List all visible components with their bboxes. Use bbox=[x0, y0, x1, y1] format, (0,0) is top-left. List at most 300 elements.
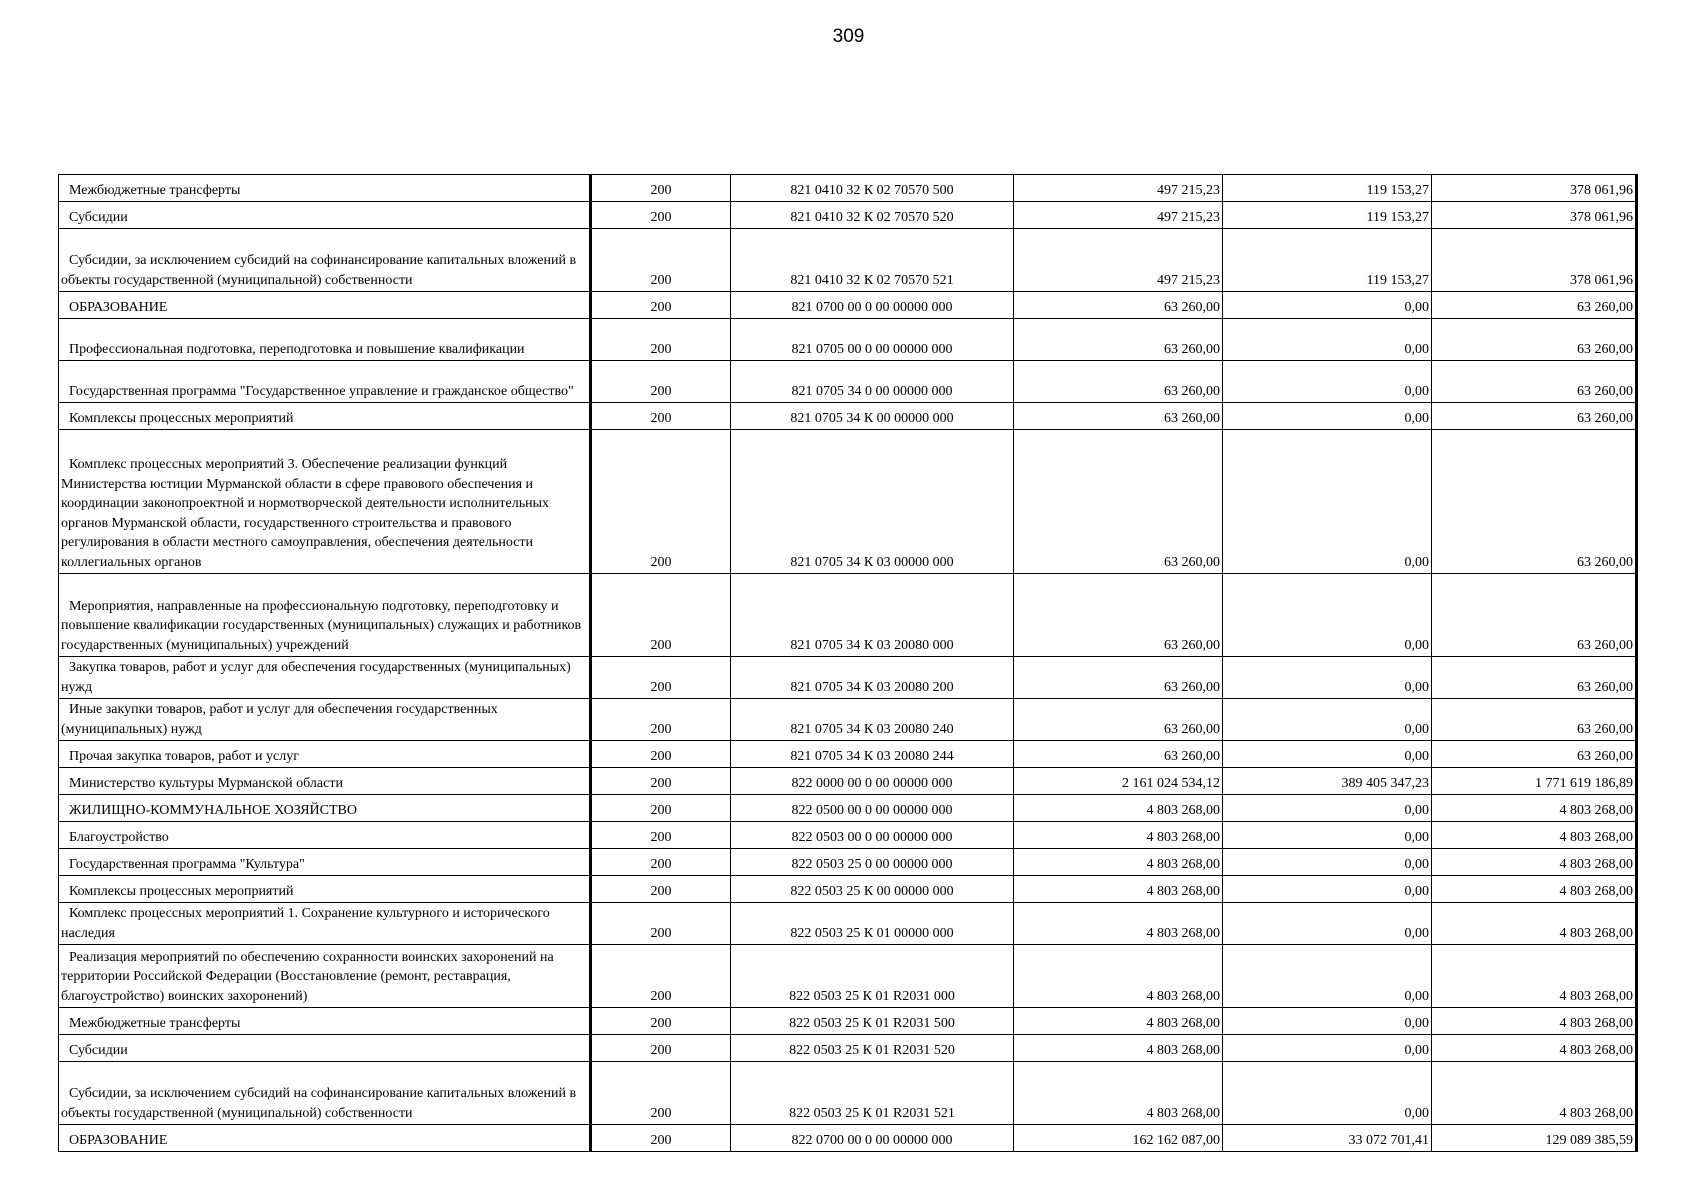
table-row bbox=[59, 741, 1637, 768]
row-line-code-text: 200 bbox=[650, 802, 672, 818]
row-approved-text: 4 803 268,00 bbox=[1146, 856, 1220, 872]
row-name-text: ОБРАЗОВАНИЕ bbox=[69, 299, 168, 315]
row-budget-code-text: 822 0503 25 К 01 00000 000 bbox=[790, 925, 954, 941]
row-executed-text: 0,00 bbox=[1404, 802, 1429, 818]
row-unexecuted-cell bbox=[1432, 699, 1637, 741]
table-row bbox=[59, 175, 1637, 202]
row-executed-cell bbox=[1223, 1125, 1432, 1152]
row-executed-text: 0,00 bbox=[1404, 988, 1429, 1004]
row-executed-cell bbox=[1223, 822, 1432, 849]
row-unexecuted-text: 378 061,96 bbox=[1570, 209, 1633, 225]
row-line-code-cell bbox=[591, 795, 731, 822]
table-row bbox=[59, 292, 1637, 319]
table-row bbox=[59, 202, 1637, 229]
row-line-code-cell bbox=[591, 403, 731, 430]
row-line-code-text: 200 bbox=[650, 721, 672, 737]
row-approved-text: 4 803 268,00 bbox=[1146, 829, 1220, 845]
row-name-text: Государственная программа "Культура" bbox=[69, 856, 305, 872]
row-approved-cell bbox=[1014, 903, 1223, 945]
row-budget-code-cell bbox=[731, 574, 1014, 657]
row-line-code-text: 200 bbox=[650, 341, 672, 357]
row-approved-text: 4 803 268,00 bbox=[1146, 925, 1220, 941]
row-name-cell bbox=[59, 574, 591, 657]
row-approved-text: 4 803 268,00 bbox=[1146, 883, 1220, 899]
row-unexecuted-cell bbox=[1432, 1125, 1637, 1152]
row-name-cell bbox=[59, 741, 591, 768]
row-budget-code-cell bbox=[731, 202, 1014, 229]
row-name-cell bbox=[59, 849, 591, 876]
row-name-text: Субсидии bbox=[69, 209, 128, 225]
row-approved-cell bbox=[1014, 202, 1223, 229]
row-unexecuted-cell bbox=[1432, 229, 1637, 292]
row-approved-cell bbox=[1014, 822, 1223, 849]
row-executed-text: 0,00 bbox=[1404, 554, 1429, 570]
row-unexecuted-text: 63 260,00 bbox=[1577, 748, 1633, 764]
row-budget-code-cell bbox=[731, 430, 1014, 574]
row-unexecuted-text: 4 803 268,00 bbox=[1559, 883, 1633, 899]
row-approved-text: 63 260,00 bbox=[1164, 748, 1220, 764]
row-line-code-cell bbox=[591, 849, 731, 876]
row-budget-code-text: 821 0700 00 0 00 00000 000 bbox=[791, 299, 953, 315]
row-unexecuted-cell bbox=[1432, 319, 1637, 361]
row-line-code-text: 200 bbox=[650, 637, 672, 653]
row-approved-cell bbox=[1014, 876, 1223, 903]
row-unexecuted-cell bbox=[1432, 1035, 1637, 1062]
row-budget-code-text: 822 0503 00 0 00 00000 000 bbox=[791, 829, 953, 845]
row-executed-cell bbox=[1223, 876, 1432, 903]
row-executed-cell bbox=[1223, 430, 1432, 574]
row-name-cell bbox=[59, 768, 591, 795]
row-budget-code-cell bbox=[731, 403, 1014, 430]
row-budget-code-cell bbox=[731, 1062, 1014, 1125]
row-executed-cell bbox=[1223, 292, 1432, 319]
row-approved-cell bbox=[1014, 699, 1223, 741]
table-row bbox=[59, 361, 1637, 403]
row-unexecuted-cell bbox=[1432, 175, 1637, 202]
row-line-code-cell bbox=[591, 574, 731, 657]
row-name-cell bbox=[59, 945, 591, 1008]
row-budget-code-text: 822 0503 25 0 00 00000 000 bbox=[791, 856, 953, 872]
row-unexecuted-text: 63 260,00 bbox=[1577, 679, 1633, 695]
row-budget-code-cell bbox=[731, 903, 1014, 945]
row-budget-code-text: 822 0503 25 К 01 R2031 521 bbox=[789, 1105, 955, 1121]
row-approved-cell bbox=[1014, 574, 1223, 657]
row-executed-cell bbox=[1223, 699, 1432, 741]
row-executed-text: 0,00 bbox=[1404, 299, 1429, 315]
row-name-cell bbox=[59, 175, 591, 202]
row-executed-text: 0,00 bbox=[1404, 1042, 1429, 1058]
row-budget-code-cell bbox=[731, 849, 1014, 876]
row-line-code-text: 200 bbox=[650, 272, 672, 288]
row-budget-code-text: 821 0705 34 К 00 00000 000 bbox=[790, 410, 954, 426]
row-approved-cell bbox=[1014, 403, 1223, 430]
row-line-code-cell bbox=[591, 699, 731, 741]
row-executed-text: 0,00 bbox=[1404, 1015, 1429, 1031]
row-line-code-cell bbox=[591, 1062, 731, 1125]
row-approved-cell bbox=[1014, 1008, 1223, 1035]
row-line-code-text: 200 bbox=[650, 1105, 672, 1121]
row-approved-text: 63 260,00 bbox=[1164, 721, 1220, 737]
row-name-cell bbox=[59, 202, 591, 229]
row-unexecuted-cell bbox=[1432, 292, 1637, 319]
row-unexecuted-cell bbox=[1432, 849, 1637, 876]
row-line-code-cell bbox=[591, 175, 731, 202]
table-row bbox=[59, 822, 1637, 849]
table-row bbox=[59, 768, 1637, 795]
row-line-code-text: 200 bbox=[650, 775, 672, 791]
row-budget-code-text: 821 0705 34 К 03 00000 000 bbox=[790, 554, 954, 570]
row-approved-cell bbox=[1014, 741, 1223, 768]
row-approved-text: 497 215,23 bbox=[1157, 209, 1220, 225]
row-budget-code-text: 822 0503 25 К 01 R2031 500 bbox=[789, 1015, 955, 1031]
row-name-cell bbox=[59, 229, 591, 292]
row-budget-code-cell bbox=[731, 292, 1014, 319]
row-budget-code-cell bbox=[731, 876, 1014, 903]
row-name-text: ОБРАЗОВАНИЕ bbox=[69, 1132, 168, 1148]
row-approved-text: 4 803 268,00 bbox=[1146, 1015, 1220, 1031]
row-executed-cell bbox=[1223, 741, 1432, 768]
row-name-text: Комплекс процессных мероприятий 3. Обеспечение реализации функций Министерства юстиции Мурманской области в сфере правового обеспечения и координации законопроектной и нормотворческой деятельности исполнительных органов Мурманской области, государственного строительства и правового регулирования в области местного самоуправления, обеспечения деятельности коллегиальных органов bbox=[61, 457, 549, 570]
row-name-text: Комплекс процессных мероприятий 1. Сохранение культурного и исторического наследия bbox=[61, 906, 550, 941]
table-row bbox=[59, 1008, 1637, 1035]
row-unexecuted-cell bbox=[1432, 768, 1637, 795]
row-approved-cell bbox=[1014, 795, 1223, 822]
row-unexecuted-cell bbox=[1432, 430, 1637, 574]
row-unexecuted-cell bbox=[1432, 574, 1637, 657]
row-name-text: Комплексы процессных мероприятий bbox=[69, 883, 294, 899]
row-unexecuted-text: 4 803 268,00 bbox=[1559, 988, 1633, 1004]
row-budget-code-text: 822 0000 00 0 00 00000 000 bbox=[791, 775, 953, 791]
row-line-code-cell bbox=[591, 657, 731, 699]
row-line-code-text: 200 bbox=[650, 1015, 672, 1031]
row-line-code-text: 200 bbox=[650, 925, 672, 941]
row-unexecuted-cell bbox=[1432, 795, 1637, 822]
row-approved-cell bbox=[1014, 229, 1223, 292]
row-line-code-cell bbox=[591, 1035, 731, 1062]
row-budget-code-text: 821 0705 34 К 03 20080 240 bbox=[790, 721, 954, 737]
row-budget-code-text: 822 0700 00 0 00 00000 000 bbox=[791, 1132, 953, 1148]
row-line-code-cell bbox=[591, 768, 731, 795]
row-executed-text: 119 153,27 bbox=[1366, 209, 1429, 225]
row-approved-text: 497 215,23 bbox=[1157, 182, 1220, 198]
row-budget-code-cell bbox=[731, 1125, 1014, 1152]
row-unexecuted-cell bbox=[1432, 741, 1637, 768]
row-line-code-cell bbox=[591, 1008, 731, 1035]
table-row bbox=[59, 945, 1637, 1008]
row-executed-text: 0,00 bbox=[1404, 341, 1429, 357]
row-executed-cell bbox=[1223, 403, 1432, 430]
row-approved-cell bbox=[1014, 657, 1223, 699]
row-name-cell bbox=[59, 430, 591, 574]
row-name-cell bbox=[59, 361, 591, 403]
row-executed-cell bbox=[1223, 229, 1432, 292]
row-line-code-text: 200 bbox=[650, 1132, 672, 1148]
row-budget-code-text: 822 0503 25 К 00 00000 000 bbox=[790, 883, 954, 899]
row-budget-code-text: 822 0503 25 К 01 R2031 000 bbox=[789, 988, 955, 1004]
row-unexecuted-text: 4 803 268,00 bbox=[1559, 802, 1633, 818]
row-unexecuted-text: 378 061,96 bbox=[1570, 272, 1633, 288]
row-name-cell bbox=[59, 1035, 591, 1062]
row-approved-text: 2 161 024 534,12 bbox=[1122, 775, 1220, 791]
row-name-text: Субсидии, за исключением субсидий на софинансирование капитальных вложений в объекты государственной (муниципальной) собственности bbox=[61, 1086, 577, 1121]
row-executed-text: 0,00 bbox=[1404, 637, 1429, 653]
page-number: 309 bbox=[832, 26, 865, 47]
row-budget-code-text: 821 0705 34 К 03 20080 244 bbox=[790, 748, 954, 764]
row-line-code-cell bbox=[591, 229, 731, 292]
row-line-code-text: 200 bbox=[650, 1042, 672, 1058]
row-executed-text: 119 153,27 bbox=[1366, 182, 1429, 198]
table-row bbox=[59, 849, 1637, 876]
table-row bbox=[59, 1035, 1637, 1062]
row-name-text: Иные закупки товаров, работ и услуг для обеспечения государственных (муниципальных) нужд bbox=[61, 702, 498, 737]
row-unexecuted-text: 63 260,00 bbox=[1577, 721, 1633, 737]
row-name-cell bbox=[59, 795, 591, 822]
row-budget-code-cell bbox=[731, 361, 1014, 403]
row-executed-cell bbox=[1223, 1035, 1432, 1062]
row-name-text: Министерство культуры Мурманской области bbox=[69, 775, 343, 791]
row-name-text: Благоустройство bbox=[69, 829, 169, 845]
row-line-code-cell bbox=[591, 1125, 731, 1152]
row-approved-text: 63 260,00 bbox=[1164, 341, 1220, 357]
row-name-text: Мероприятия, направленные на профессиональную подготовку, переподготовку и повышение квалификации государственных (муниципальных) служащих и работников государственных (муниципальных) учреждений bbox=[61, 598, 582, 653]
row-name-text: Комплексы процессных мероприятий bbox=[69, 410, 294, 426]
row-executed-cell bbox=[1223, 202, 1432, 229]
row-approved-text: 63 260,00 bbox=[1164, 383, 1220, 399]
row-line-code-text: 200 bbox=[650, 829, 672, 845]
row-approved-cell bbox=[1014, 1125, 1223, 1152]
row-line-code-text: 200 bbox=[650, 209, 672, 225]
row-executed-cell bbox=[1223, 361, 1432, 403]
row-unexecuted-text: 63 260,00 bbox=[1577, 299, 1633, 315]
row-budget-code-text: 821 0705 34 К 03 20080 200 bbox=[790, 679, 954, 695]
table-row bbox=[59, 699, 1637, 741]
row-approved-cell bbox=[1014, 945, 1223, 1008]
row-line-code-cell bbox=[591, 361, 731, 403]
row-budget-code-cell bbox=[731, 175, 1014, 202]
row-unexecuted-text: 378 061,96 bbox=[1570, 182, 1633, 198]
row-line-code-cell bbox=[591, 202, 731, 229]
row-approved-cell bbox=[1014, 430, 1223, 574]
row-name-text: Государственная программа "Государственное управление и гражданское общество" bbox=[69, 383, 574, 399]
table-row bbox=[59, 903, 1637, 945]
row-unexecuted-cell bbox=[1432, 945, 1637, 1008]
row-approved-text: 4 803 268,00 bbox=[1146, 1105, 1220, 1121]
table-row bbox=[59, 319, 1637, 361]
table-row bbox=[59, 1125, 1637, 1152]
row-budget-code-cell bbox=[731, 229, 1014, 292]
row-unexecuted-text: 4 803 268,00 bbox=[1559, 1105, 1633, 1121]
row-name-cell bbox=[59, 657, 591, 699]
row-name-cell bbox=[59, 319, 591, 361]
row-unexecuted-text: 63 260,00 bbox=[1577, 410, 1633, 426]
row-budget-code-text: 821 0410 32 К 02 70570 521 bbox=[790, 272, 954, 288]
row-executed-cell bbox=[1223, 768, 1432, 795]
table-row bbox=[59, 657, 1637, 699]
row-line-code-text: 200 bbox=[650, 988, 672, 1004]
row-budget-code-text: 821 0705 34 0 00 00000 000 bbox=[791, 383, 953, 399]
row-unexecuted-text: 4 803 268,00 bbox=[1559, 1042, 1633, 1058]
row-budget-code-cell bbox=[731, 795, 1014, 822]
row-executed-cell bbox=[1223, 903, 1432, 945]
row-name-cell bbox=[59, 822, 591, 849]
row-executed-text: 389 405 347,23 bbox=[1341, 775, 1429, 791]
row-approved-cell bbox=[1014, 768, 1223, 795]
row-approved-text: 63 260,00 bbox=[1164, 679, 1220, 695]
row-executed-text: 0,00 bbox=[1404, 883, 1429, 899]
row-executed-text: 119 153,27 bbox=[1366, 272, 1429, 288]
row-unexecuted-cell bbox=[1432, 1008, 1637, 1035]
row-unexecuted-text: 63 260,00 bbox=[1577, 554, 1633, 570]
table-row bbox=[59, 795, 1637, 822]
table-row bbox=[59, 229, 1637, 292]
row-budget-code-cell bbox=[731, 1035, 1014, 1062]
row-executed-text: 0,00 bbox=[1404, 748, 1429, 764]
table-body bbox=[59, 175, 1637, 1152]
row-line-code-cell bbox=[591, 319, 731, 361]
row-unexecuted-cell bbox=[1432, 361, 1637, 403]
row-name-text: Профессиональная подготовка, переподготовка и повышение квалификации bbox=[69, 341, 525, 357]
row-unexecuted-text: 63 260,00 bbox=[1577, 383, 1633, 399]
table-row bbox=[59, 430, 1637, 574]
row-budget-code-text: 821 0705 00 0 00 00000 000 bbox=[791, 341, 953, 357]
row-name-cell bbox=[59, 1125, 591, 1152]
row-budget-code-cell bbox=[731, 945, 1014, 1008]
row-line-code-text: 200 bbox=[650, 883, 672, 899]
row-line-code-cell bbox=[591, 945, 731, 1008]
row-executed-cell bbox=[1223, 574, 1432, 657]
row-unexecuted-text: 4 803 268,00 bbox=[1559, 856, 1633, 872]
row-unexecuted-cell bbox=[1432, 657, 1637, 699]
row-line-code-cell bbox=[591, 876, 731, 903]
row-name-cell bbox=[59, 1008, 591, 1035]
row-approved-text: 63 260,00 bbox=[1164, 637, 1220, 653]
row-budget-code-cell bbox=[731, 319, 1014, 361]
row-name-text: Прочая закупка товаров, работ и услуг bbox=[69, 748, 299, 764]
row-executed-cell bbox=[1223, 657, 1432, 699]
row-line-code-text: 200 bbox=[650, 554, 672, 570]
row-approved-cell bbox=[1014, 1062, 1223, 1125]
row-approved-cell bbox=[1014, 1035, 1223, 1062]
row-approved-text: 4 803 268,00 bbox=[1146, 1042, 1220, 1058]
row-name-text: ЖИЛИЩНО-КОММУНАЛЬНОЕ ХОЗЯЙСТВО bbox=[69, 802, 357, 818]
row-executed-cell bbox=[1223, 795, 1432, 822]
row-unexecuted-text: 129 089 385,59 bbox=[1545, 1132, 1633, 1148]
row-executed-text: 0,00 bbox=[1404, 721, 1429, 737]
row-executed-text: 0,00 bbox=[1404, 925, 1429, 941]
row-executed-cell bbox=[1223, 1008, 1432, 1035]
row-approved-cell bbox=[1014, 849, 1223, 876]
row-approved-text: 63 260,00 bbox=[1164, 554, 1220, 570]
row-name-text: Реализация мероприятий по обеспечению сохранности воинских захоронений на территории Российской Федерации (Восстановление (ремонт, реставрация, благоустройство) воинских захоронений) bbox=[61, 949, 554, 1004]
row-executed-text: 0,00 bbox=[1404, 410, 1429, 426]
row-budget-code-cell bbox=[731, 699, 1014, 741]
row-unexecuted-cell bbox=[1432, 202, 1637, 229]
row-unexecuted-text: 4 803 268,00 bbox=[1559, 829, 1633, 845]
budget-execution-table bbox=[58, 174, 1638, 1152]
row-name-text: Субсидии bbox=[69, 1042, 128, 1058]
row-budget-code-cell bbox=[731, 1008, 1014, 1035]
row-unexecuted-cell bbox=[1432, 903, 1637, 945]
row-name-cell bbox=[59, 403, 591, 430]
row-name-cell bbox=[59, 903, 591, 945]
row-line-code-cell bbox=[591, 292, 731, 319]
row-unexecuted-cell bbox=[1432, 876, 1637, 903]
row-unexecuted-cell bbox=[1432, 822, 1637, 849]
row-approved-cell bbox=[1014, 175, 1223, 202]
row-line-code-cell bbox=[591, 903, 731, 945]
row-name-text: Закупка товаров, работ и услуг для обеспечения государственных (муниципальных) нужд bbox=[61, 660, 571, 695]
row-line-code-cell bbox=[591, 430, 731, 574]
row-budget-code-cell bbox=[731, 822, 1014, 849]
row-approved-text: 63 260,00 bbox=[1164, 410, 1220, 426]
row-executed-cell bbox=[1223, 849, 1432, 876]
row-executed-text: 0,00 bbox=[1404, 679, 1429, 695]
row-budget-code-text: 821 0410 32 К 02 70570 520 bbox=[790, 209, 954, 225]
row-executed-text: 0,00 bbox=[1404, 856, 1429, 872]
row-line-code-cell bbox=[591, 822, 731, 849]
row-executed-text: 0,00 bbox=[1404, 829, 1429, 845]
row-unexecuted-text: 4 803 268,00 bbox=[1559, 925, 1633, 941]
table-row bbox=[59, 403, 1637, 430]
row-executed-cell bbox=[1223, 945, 1432, 1008]
row-name-text: Межбюджетные трансферты bbox=[69, 1015, 241, 1031]
row-executed-text: 0,00 bbox=[1404, 383, 1429, 399]
row-approved-text: 497 215,23 bbox=[1157, 272, 1220, 288]
row-line-code-text: 200 bbox=[650, 410, 672, 426]
row-line-code-cell bbox=[591, 741, 731, 768]
row-unexecuted-text: 63 260,00 bbox=[1577, 637, 1633, 653]
row-approved-cell bbox=[1014, 361, 1223, 403]
row-line-code-text: 200 bbox=[650, 679, 672, 695]
row-approved-cell bbox=[1014, 292, 1223, 319]
row-budget-code-text: 821 0705 34 К 03 20080 000 bbox=[790, 637, 954, 653]
row-line-code-text: 200 bbox=[650, 748, 672, 764]
row-line-code-text: 200 bbox=[650, 383, 672, 399]
row-line-code-text: 200 bbox=[650, 299, 672, 315]
row-line-code-text: 200 bbox=[650, 856, 672, 872]
row-approved-text: 4 803 268,00 bbox=[1146, 988, 1220, 1004]
row-unexecuted-text: 1 771 619 186,89 bbox=[1535, 775, 1633, 791]
row-unexecuted-cell bbox=[1432, 1062, 1637, 1125]
table-row bbox=[59, 1062, 1637, 1125]
row-name-cell bbox=[59, 699, 591, 741]
row-budget-code-text: 821 0410 32 К 02 70570 500 bbox=[790, 182, 954, 198]
row-budget-code-cell bbox=[731, 768, 1014, 795]
table-row bbox=[59, 574, 1637, 657]
row-approved-text: 4 803 268,00 bbox=[1146, 802, 1220, 818]
row-unexecuted-text: 63 260,00 bbox=[1577, 341, 1633, 357]
table-row bbox=[59, 876, 1637, 903]
row-name-cell bbox=[59, 876, 591, 903]
row-executed-text: 33 072 701,41 bbox=[1348, 1132, 1429, 1148]
row-approved-text: 162 162 087,00 bbox=[1132, 1132, 1220, 1148]
row-name-cell bbox=[59, 292, 591, 319]
row-approved-text: 63 260,00 bbox=[1164, 299, 1220, 315]
row-line-code-text: 200 bbox=[650, 182, 672, 198]
row-budget-code-text: 822 0500 00 0 00 00000 000 bbox=[791, 802, 953, 818]
row-executed-cell bbox=[1223, 319, 1432, 361]
row-unexecuted-text: 4 803 268,00 bbox=[1559, 1015, 1633, 1031]
row-budget-code-cell bbox=[731, 657, 1014, 699]
row-name-cell bbox=[59, 1062, 591, 1125]
row-unexecuted-cell bbox=[1432, 403, 1637, 430]
row-name-text: Субсидии, за исключением субсидий на софинансирование капитальных вложений в объекты государственной (муниципальной) собственности bbox=[61, 253, 577, 288]
row-executed-cell bbox=[1223, 1062, 1432, 1125]
row-name-text: Межбюджетные трансферты bbox=[69, 182, 241, 198]
row-approved-cell bbox=[1014, 319, 1223, 361]
row-executed-cell bbox=[1223, 175, 1432, 202]
row-budget-code-cell bbox=[731, 741, 1014, 768]
